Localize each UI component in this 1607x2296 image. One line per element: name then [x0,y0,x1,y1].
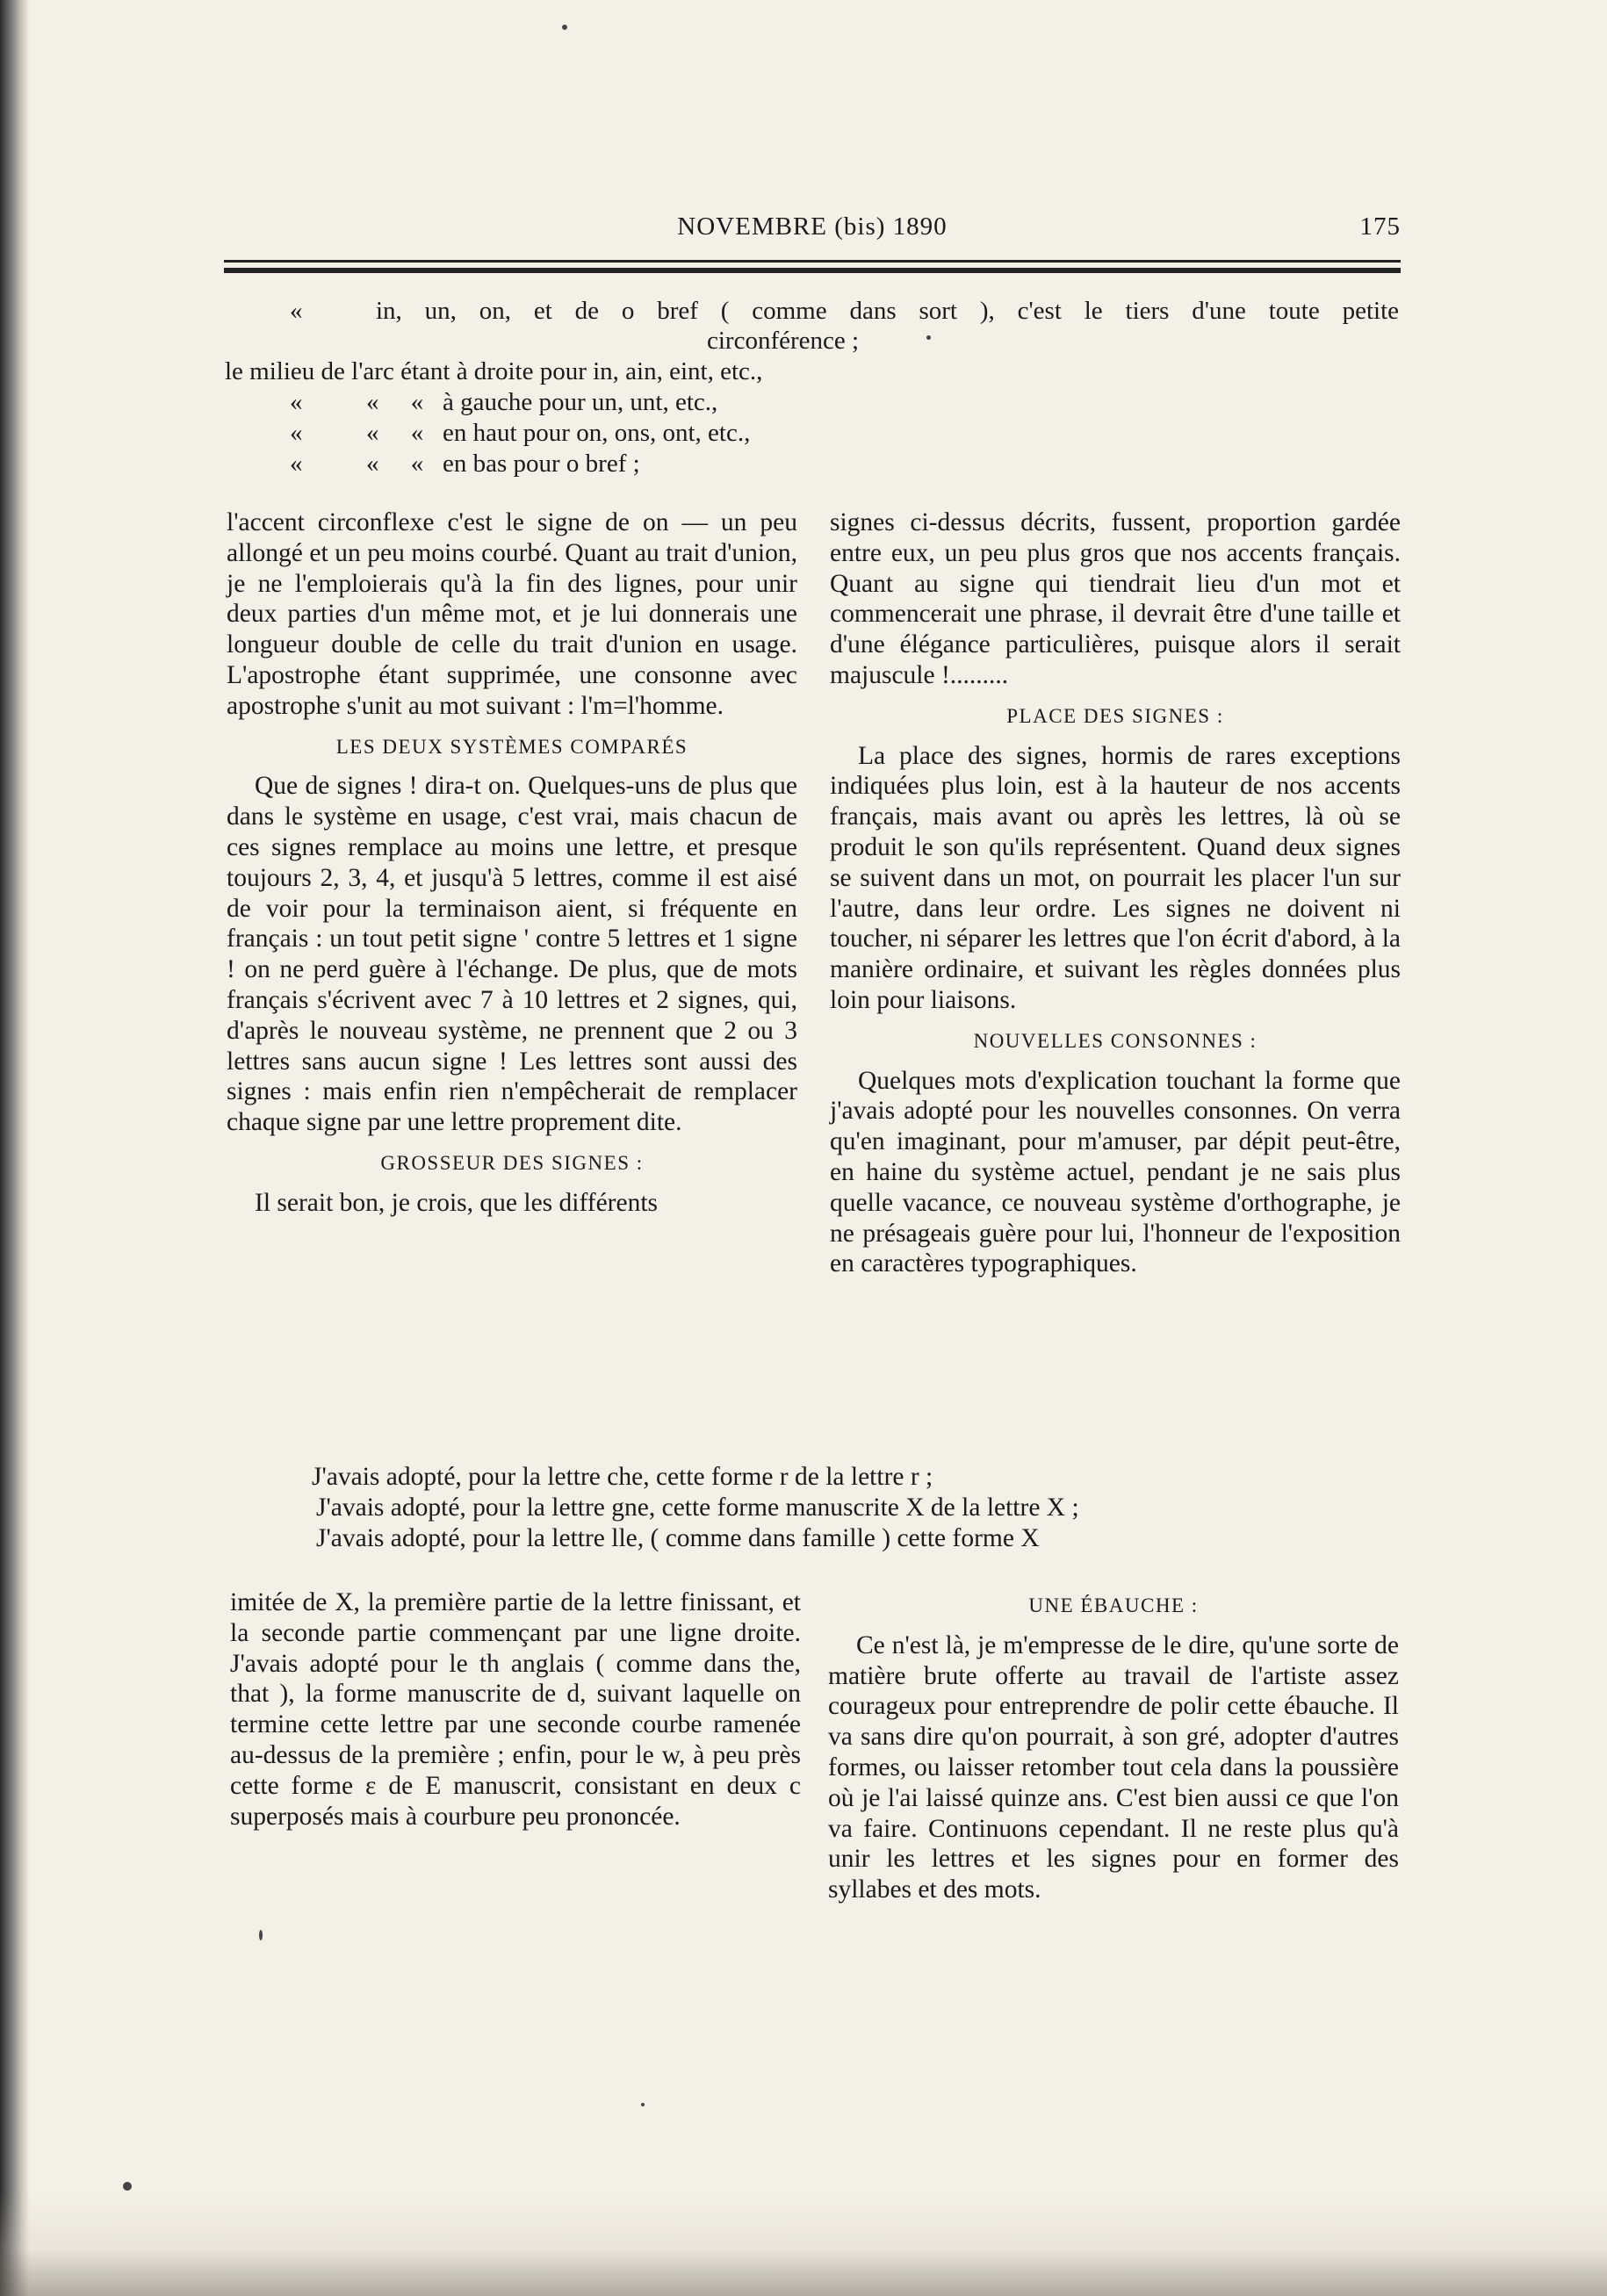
left-column-bottom [230,1587,801,1832]
scan-speck [123,2182,132,2191]
paragraph: l'accent circonflexe c'est le signe de on — un peu allongé et un peu moins courbé. Quant au trait d'union, je ne l'emploierais qu'à la fin des lignes, pour unir deux parties d'un même mot, et je lui donnerais une longueur double de celle du trait d'union en usage. L'apostrophe étant supprimée, une consonne avec apostrophe s'unit au mot suivant : l'm=l'homme. [227,508,797,720]
running-header [224,212,1401,248]
section-heading: GROSSEUR DES SIGNES : [380,1151,644,1174]
scan-speck [926,335,931,340]
paragraph: signes ci-dessus décrits, fussent, proportion gardée entre eux, un peu plus gros que nos accents français. Quant au signe qui tiendrait lieu d'un mot et commencerait une phrase, il devrait être d'une taille et d'une élégance particulières, puisque alors il serait majuscule !......... [830,508,1401,689]
section-heading: PLACE DES SIGNES : [1006,704,1224,727]
top-line-4: « « « à gauche pour un, unt, etc., [290,388,718,416]
top-line-1: in, un, on, et de o bref ( comme dans sort ), c'est le tiers d'une toute petite [376,297,1399,325]
scan-speck [259,1930,263,1940]
paragraph: Quelques mots d'explication touchant la forme que j'avais adopté pour les nouvelles consonnes. On verra qu'en imaginant, pour m'amuser, par dépit peut-être, en haine du système actuel, pendant je ne sais plus quelle vacance, ce nouveau système d'orthographe, je ne présageais guère pour lui, l'honneur de l'exposition en caractères typographiques. [830,1066,1401,1278]
section-heading: UNE ÉBAUCHE : [1028,1594,1199,1616]
page-edge-shadow [0,2191,1607,2296]
paragraph: Ce n'est là, je m'empresse de le dire, qu'une sorte de matière brute offerte au travail de l'artiste assez courageux pour entreprendre de polir cette ébauche. Il va sans dire qu'on pourrait, à son gré, adopter d'autres formes, ou laisser retomber tout cela dans la poussière où je l'ai laissé quinze ans. C'est bien aussi ce que l'on va faire. Continuons cependant. Il ne reste plus qu'à unir les lettres et les signes pour en former des syllabes et des mots. [828,1630,1399,1904]
middle-line-1: J'avais adopté, pour la lettre che, cette forme r de la lettre r ; [312,1463,933,1491]
paragraph: Il serait bon, je crois, que les différents [255,1188,659,1217]
top-line-3: le milieu de l'arc étant à droite pour in, ain, eint, etc., [225,357,763,385]
middle-line-2: J'avais adopté, pour la lettre gne, cette forme manuscrite X de la lettre X ; [316,1493,1079,1522]
middle-line-3: J'avais adopté, pour la lettre lle, ( comme dans famille ) cette forme X [316,1524,1040,1552]
header-rule-thin [224,260,1401,263]
paragraph: imitée de X, la première partie de la lettre finissant, et la seconde partie commençant par une ligne droite. J'avais adopté pour le th anglais ( comme dans the, that ), la forme manuscrite de d, suivant laquelle on termine cette lettre par une seconde courbe ramenée au-dessus de la première ; enfin, pour le w, à peu près cette forme ε de E manuscrit, consistant en deux c superposés mais à courbure peu prononcée. [230,1588,801,1831]
paragraph: Que de signes ! dira-t on. Quelques-uns de plus que dans le système en usage, c'est vrai, mais chacun de ces signes remplace au moins une lettre, et presque toujours 2, 3, 4, et jusqu'à 5 lettres, comme il est aisé de voir pour la terminaison aient, si fréquente en français : un tout petit signe ' contre 5 lettres et 1 signe ! on ne perd guère à l'échange. De plus, que de mots français s'écrivent avec 7 à 10 lettres et 2 signes, qui, d'après le nouveau système, ne prennent que 2 ou 3 lettres sans aucun signe ! Les lettres sont aussi des signes : mais enfin rien n'empêcherait de remplacer chaque signe par une lettre proprement dite. [227,772,797,1137]
header-title: NOVEMBRE (bis) 1890 [677,212,948,241]
right-column-bottom [828,1587,1399,1905]
page-number: 175 [1359,212,1401,241]
paragraph: La place des signes, hormis de rares exceptions indiquées plus loin, est à la hauteur de nos accents français, mais avant ou après les lettres, là où se produit le son qu'ils représentent. Quand deux signes se suivent dans un mot, on pourrait les placer l'un sur l'autre, dans leur ordre. Les signes ne doivent ni toucher, ni séparer les lettres que l'on écrit d'abord, à la manière ordinaire, et suivant les règles données plus loin pour liaisons. [830,741,1401,1014]
left-column-top [227,507,797,1219]
top-line-5: « « « en haut pour on, ons, ont, etc., [290,419,751,447]
top-line-2: circonférence ; [707,327,860,355]
binding-shadow [0,0,30,2296]
header-rule-thick [224,268,1401,273]
section-heading: NOUVELLES CONSONNES : [973,1029,1257,1052]
scan-speck [641,2103,645,2106]
top-line-6: « « « en bas pour o bref ; [290,450,640,478]
top-line-1-quote: « [290,297,303,325]
section-heading: LES DEUX SYSTÈMES COMPARÉS [335,735,688,758]
right-column-top [830,507,1401,1279]
scan-speck [562,25,567,30]
